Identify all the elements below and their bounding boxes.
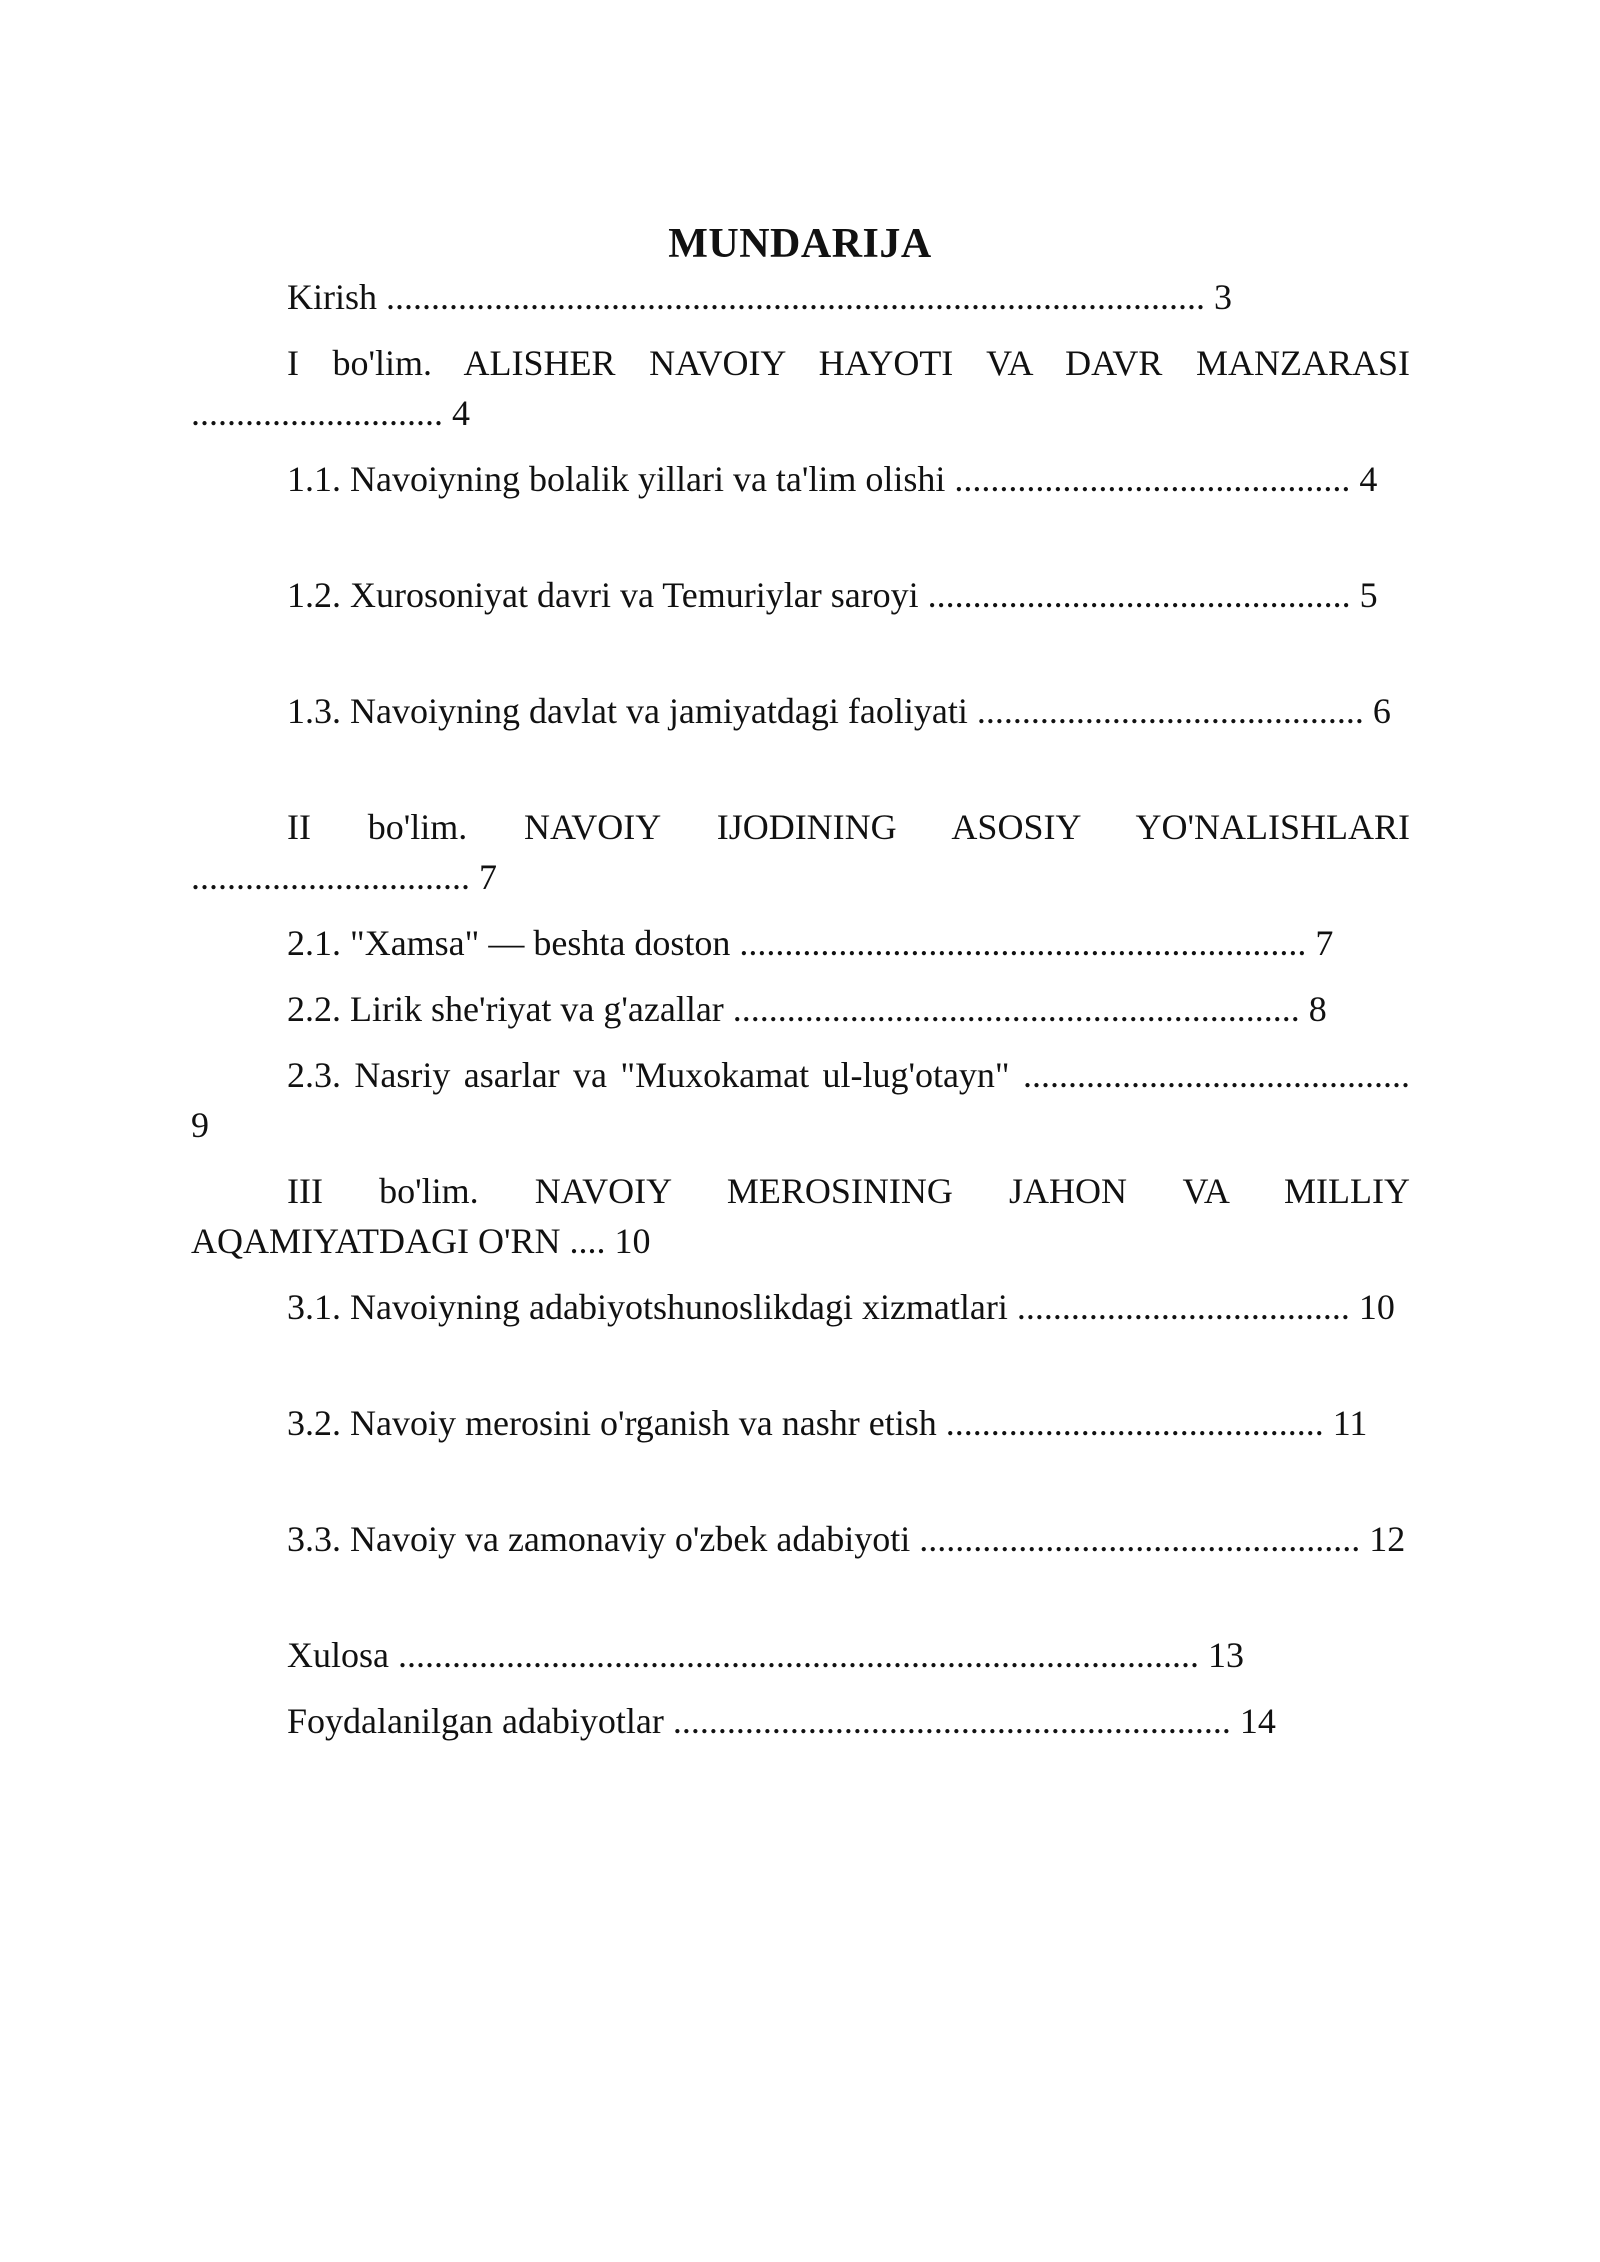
toc-entry-3-1: 3.1. Navoiyning adabiyotshunoslikdagi xizmatlari ..................................... 10 [287,1287,1395,1327]
toc-entry-part-1: I bo'lim. ALISHER NAVOIY HAYOTI VA DAVR MANZARASI ............................ 4 [191,343,1410,433]
toc-entry-2-3: 2.3. Nasriy asarlar va "Muxokamat ul-lug'otayn" ........................................... 9 [191,1055,1410,1145]
toc-entry-2-1: 2.1. "Xamsa" — beshta doston ............................................................... 7 [287,923,1334,963]
toc-entry-1-1: 1.1. Navoiyning bolalik yillari va ta'lim olishi ............................................ 4 [287,459,1378,499]
toc-entry-adabiyotlar: Foydalanilgan adabiyotlar .............................................................. 14 [287,1701,1276,1741]
toc-entry-1-2: 1.2. Xurosoniyat davri va Temuriylar saroyi ............................................... 5 [287,575,1378,615]
toc-entry-3-2: 3.2. Navoiy merosini o'rganish va nashr etish .......................................... 11 [287,1403,1368,1443]
toc-entry-xulosa: Xulosa ......................................................................................... 13 [287,1635,1244,1675]
toc-entry-kirish: Kirish ........................................................................................... 3 [287,277,1232,317]
page-title: MUNDARIJA [668,221,932,268]
toc-entry-2-2: 2.2. Lirik she'riyat va g'azallar ............................................................... 8 [287,989,1327,1029]
toc-entry-part-2: II bo'lim. NAVOIY IJODINING ASOSIY YO'NALISHLARI ............................... 7 [191,807,1410,897]
toc-entry-3-3: 3.3. Navoiy va zamonaviy o'zbek adabiyoti ................................................. 12 [287,1519,1406,1559]
toc-entry-part-3: III bo'lim. NAVOIY MEROSINING JAHON VA MILLIY AQAMIYATDAGI O'RN .... 10 [191,1171,1410,1261]
toc-entry-1-3: 1.3. Navoiyning davlat va jamiyatdagi faoliyati ........................................... 6 [287,691,1391,731]
